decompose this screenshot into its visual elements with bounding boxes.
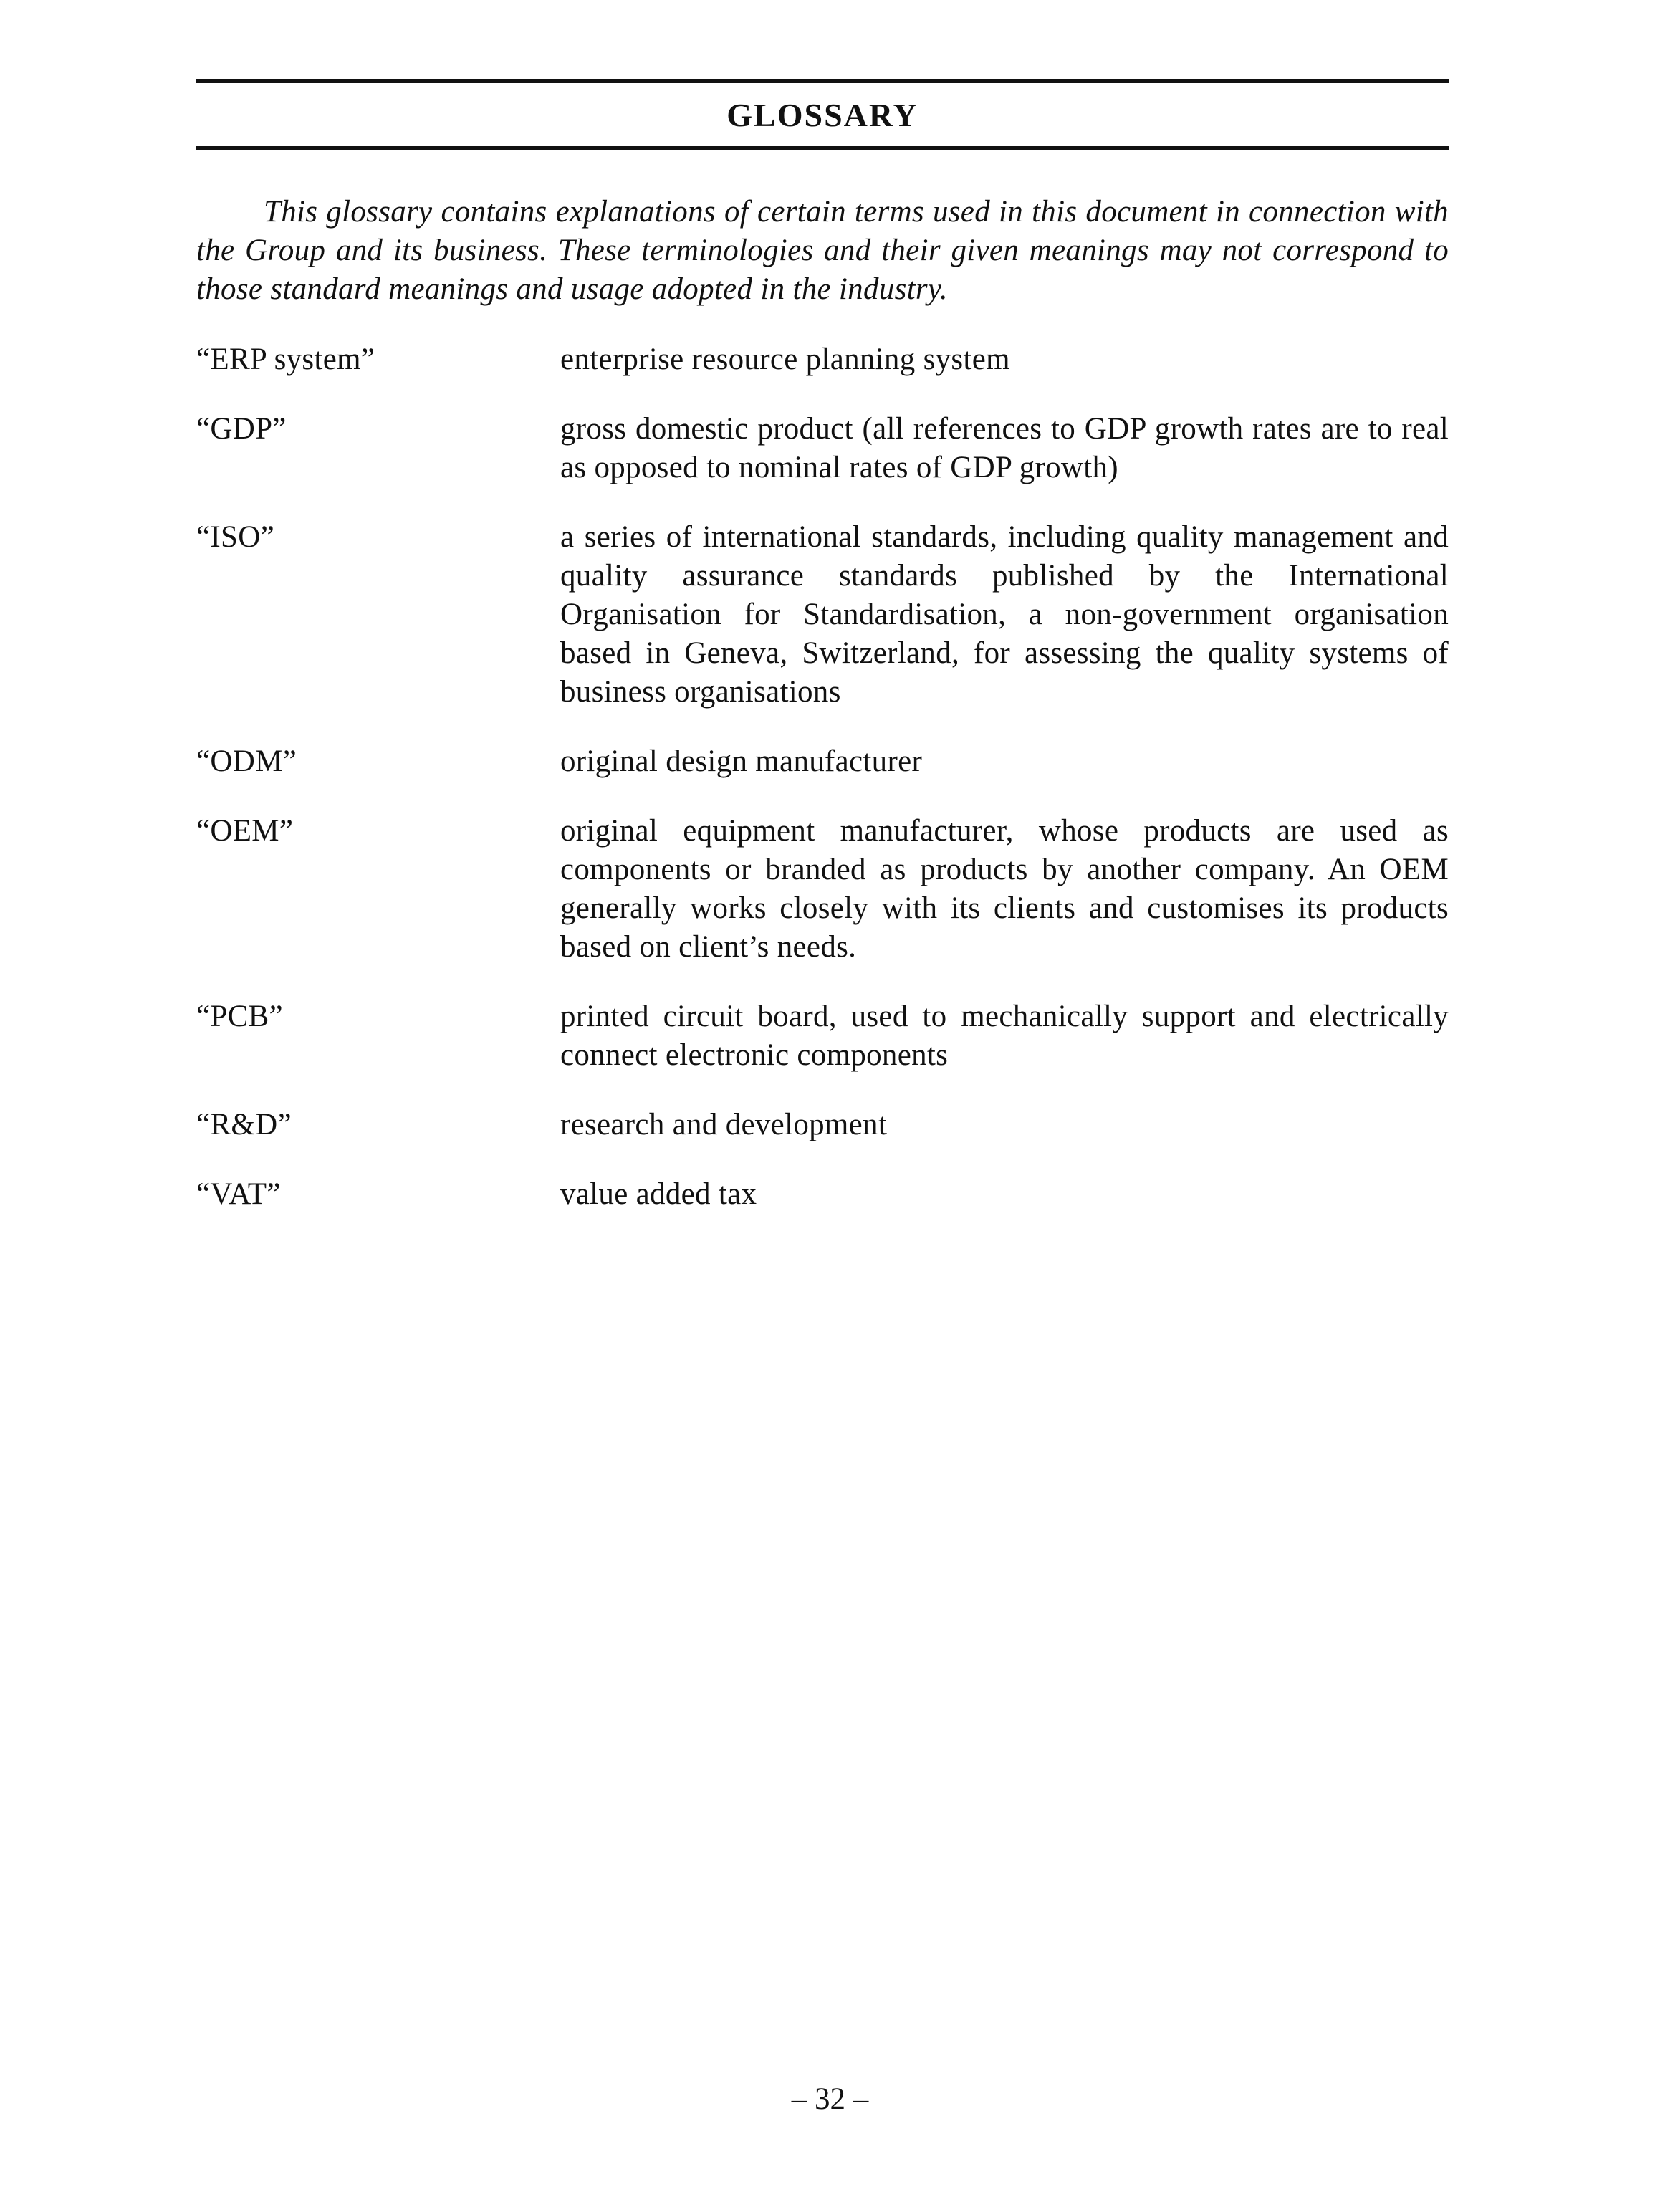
glossary-term: “GDP” (196, 412, 287, 446)
intro-paragraph: This glossary contains explanations of certain terms used in this document in connection with the Group and its business. These terminologies and their given meanings may not correspond to those standard meanings and usage adopted in the industry. (196, 195, 1449, 306)
glossary-definition: original equipment manufacturer, whose products are used as components or branded as products by another company. An OEM generally works closely with its clients and customises its products based on client’s needs. (560, 814, 1449, 964)
glossary-entry-vat (196, 1175, 1449, 1214)
glossary-term: “VAT” (196, 1177, 281, 1211)
glossary-entry-iso (196, 518, 1449, 712)
glossary-term: “ODM” (196, 744, 297, 778)
glossary-entry-erp-system (196, 340, 1449, 379)
glossary-list (196, 340, 1449, 1214)
glossary-definition: printed circuit board, used to mechanically support and electrically connect electronic components (560, 1000, 1449, 1072)
glossary-entry-oem (196, 812, 1449, 967)
glossary-definition: value added tax (560, 1177, 757, 1211)
glossary-entry-rnd (196, 1106, 1449, 1144)
glossary-entry-pcb (196, 997, 1449, 1075)
glossary-entry-gdp (196, 410, 1449, 487)
document-page (196, 79, 1449, 1245)
glossary-definition: a series of international standards, including quality management and quality assurance standards published by the International Organisation for Standardisation, a non-government organisation based in Geneva, Switzerland, for assessing the quality systems of business organisations (560, 520, 1449, 709)
glossary-entry-odm (196, 742, 1449, 781)
glossary-definition: enterprise resource planning system (560, 343, 1010, 376)
header-rule-bottom (196, 146, 1449, 150)
page-title: GLOSSARY (726, 97, 918, 133)
glossary-definition: research and development (560, 1108, 888, 1141)
glossary-term: “ERP system” (196, 343, 375, 376)
glossary-term: “PCB” (196, 1000, 283, 1033)
page-number: – 32 – (791, 2082, 869, 2116)
glossary-term: “ISO” (196, 520, 274, 554)
glossary-definition: original design manufacturer (560, 744, 923, 778)
glossary-term: “OEM” (196, 814, 294, 848)
glossary-definition: gross domestic product (all references to GDP growth rates are to real as opposed to nominal rates of GDP growth) (560, 412, 1449, 484)
glossary-term: “R&D” (196, 1108, 292, 1141)
